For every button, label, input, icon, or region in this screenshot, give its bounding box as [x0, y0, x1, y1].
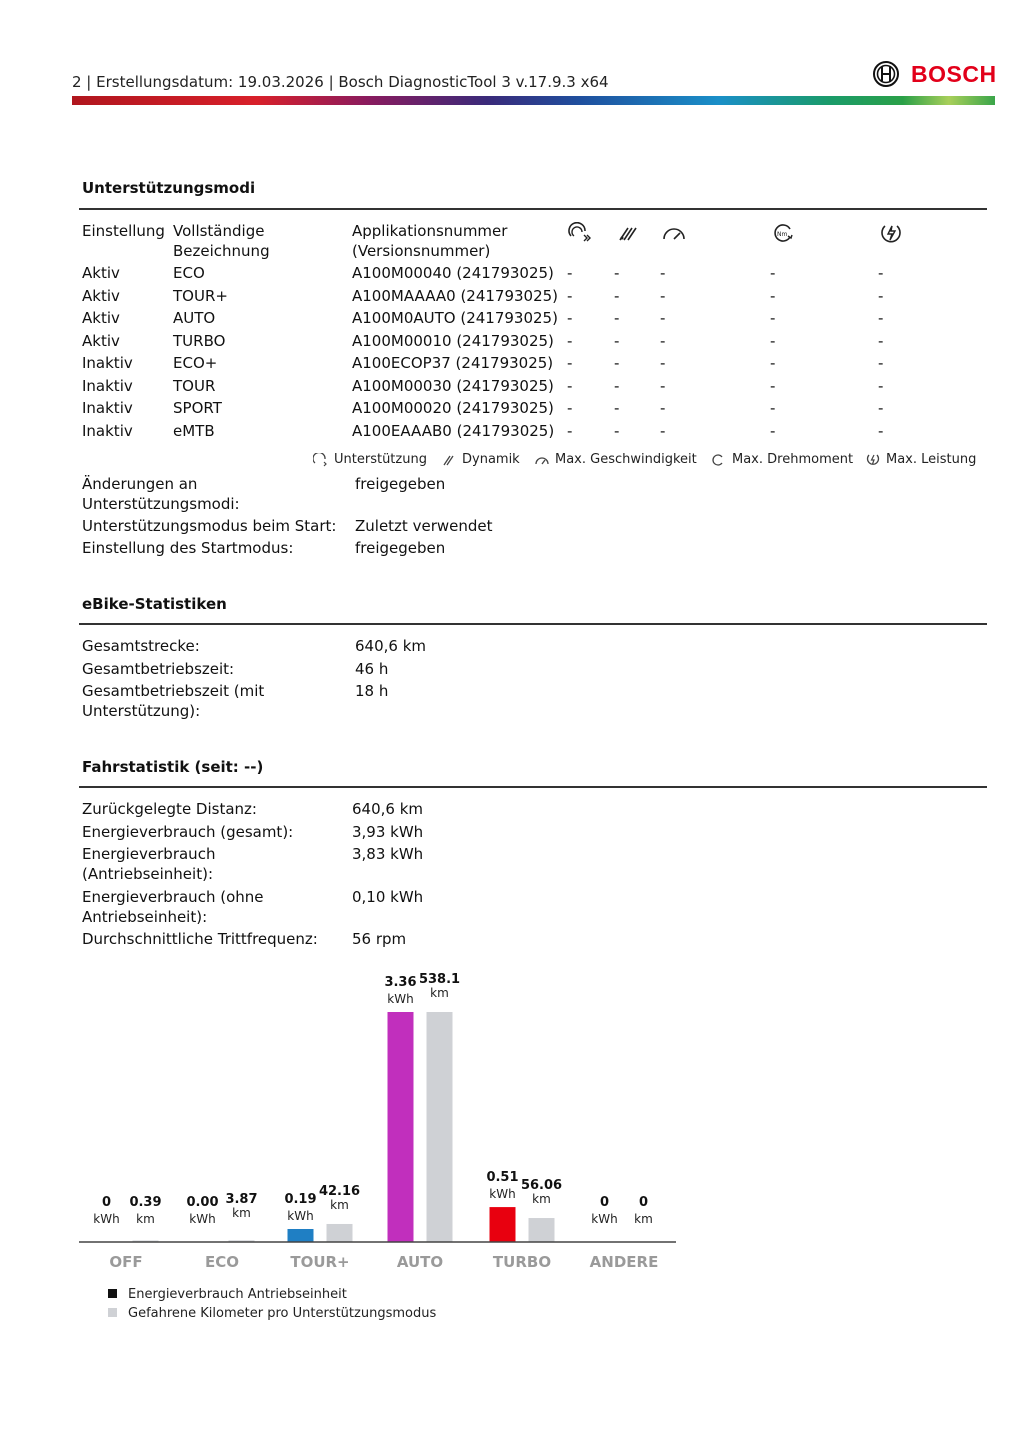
bar-kwh-tourplus [288, 1229, 314, 1242]
bar-kwh-turbo [490, 1207, 516, 1242]
energy-nodrive-label-2: Antriebseinheit): [82, 908, 208, 926]
category-label: ECO [204, 1253, 240, 1271]
row-speed-value: - [660, 354, 666, 372]
data-label-km: 3.87 [225, 1192, 258, 1207]
row-speed-value: - [660, 264, 666, 282]
data-label-kwh-unit: kWh [189, 1212, 216, 1226]
row-dynamic-value: - [614, 376, 620, 395]
data-label-km: 0.39 [129, 1195, 162, 1210]
bar-kwh-auto [388, 1012, 414, 1242]
row-mode-name: ECO+ [173, 354, 218, 372]
energy-drive-value: 3,83 kWh [352, 845, 424, 863]
data-label-kwh-unit: kWh [591, 1212, 618, 1226]
data-label-km-unit: km [634, 1212, 653, 1226]
legend-dynamic-label: Dynamik [462, 452, 520, 467]
assist-icon [568, 222, 594, 244]
row-power-value: - [878, 331, 884, 350]
ride-stats-title: Fahrstatistik (seit: --) [82, 758, 264, 776]
total-time-label: Gesamtbetriebszeit: [82, 660, 235, 678]
row-speed-value: - [660, 399, 666, 417]
row-power-value: - [878, 354, 884, 372]
row-dynamic-value: - [614, 354, 620, 372]
row-torque-value: - [770, 354, 776, 372]
row-setting: Inaktiv [82, 376, 133, 395]
row-assist-value: - [567, 331, 573, 350]
row-torque-value: - [770, 286, 776, 305]
data-label-km: 538.1 [418, 972, 461, 987]
assist-time-label-1: Gesamtbetriebszeit (mit [82, 682, 265, 700]
start-mode-label: Unterstützungsmodus beim Start: [82, 517, 337, 535]
data-label-kwh-unit: kWh [287, 1208, 314, 1223]
row-power-value: - [878, 286, 884, 305]
row-torque-value: - [770, 331, 776, 350]
row-dynamic-value: - [614, 264, 620, 282]
data-label-kwh-unit: kWh [489, 1187, 516, 1202]
row-assist-value: - [567, 354, 573, 372]
row-assist-value: - [567, 309, 573, 327]
legend-speed-icon [534, 454, 550, 466]
bar-km-auto [427, 1012, 453, 1242]
cadence-label: Durchschnittliche Trittfrequenz: [82, 930, 318, 948]
col-header-setting: Einstellung [82, 222, 165, 240]
energy-drive-label-1: Energieverbrauch [82, 845, 216, 863]
legend-power-label: Max. Leistung [886, 452, 977, 467]
data-label-kwh-unit: kWh [387, 992, 414, 1006]
start-setting-label: Einstellung des Startmodus: [82, 539, 294, 557]
energy-total-value: 3,93 kWh [352, 823, 424, 841]
total-time-value: 46 h [355, 660, 389, 678]
changes-label-1: Änderungen an [82, 475, 198, 493]
distance-label: Zurückgelegte Distanz: [82, 800, 257, 818]
row-speed-value: - [660, 331, 666, 350]
row-mode-name: TOUR+ [173, 286, 228, 305]
legend-label-energy: Energieverbrauch Antriebseinheit [128, 1287, 347, 1302]
svg-text:Nm: Nm [777, 231, 788, 238]
changes-label-2: Unterstützungsmodi: [82, 495, 240, 513]
col-header-app-1: Applikationsnummer [352, 222, 508, 240]
data-label-km-unit: km [330, 1197, 349, 1212]
bar-km-turbo [529, 1218, 555, 1242]
bar-km-tourplus [327, 1224, 353, 1242]
row-app-number: A100M00040 (241793025) [352, 264, 554, 282]
data-label-kwh: 0.00 [186, 1195, 219, 1210]
changes-value: freigegeben [355, 475, 446, 493]
col-header-name-1: Vollständige [173, 222, 265, 240]
data-label-km: 56.06 [520, 1178, 563, 1194]
row-mode-name: AUTO [173, 309, 216, 327]
row-mode-name: TURBO [173, 331, 226, 350]
row-setting: Aktiv [82, 286, 120, 305]
row-mode-name: TOUR [173, 376, 216, 395]
page-header-text: 2 | Erstellungsdatum: 19.03.2026 | Bosch DiagnosticTool 3 v.17.9.3 x64 [72, 73, 609, 91]
data-label-km: 42.16 [318, 1183, 361, 1199]
energy-total-label: Energieverbrauch (gesamt): [82, 823, 294, 841]
row-power-value: - [878, 421, 884, 440]
row-app-number: A100M0AUTO (241793025) [352, 309, 558, 327]
energy-nodrive-label-1: Energieverbrauch (ohne [82, 888, 264, 906]
row-assist-value: - [567, 286, 573, 305]
data-label-km: 0 [638, 1195, 649, 1210]
legend-swatch-energy [108, 1289, 117, 1298]
data-label-km-unit: km [232, 1206, 251, 1220]
start-setting-value: freigegeben [355, 539, 446, 557]
data-label-kwh: 0.19 [284, 1191, 317, 1207]
legend-power-icon [866, 452, 880, 467]
energy-nodrive-value: 0,10 kWh [352, 888, 424, 906]
legend-label-km: Gefahrene Kilometer pro Unterstützungsmodus [128, 1306, 437, 1321]
modes-section-title: Unterstützungsmodi [82, 179, 256, 197]
brand-logo-text: BOSCH [911, 61, 997, 87]
cadence-value: 56 rpm [352, 930, 407, 948]
row-mode-name: eMTB [173, 421, 215, 440]
row-setting: Aktiv [82, 264, 120, 282]
bosch-logo-icon [872, 60, 902, 90]
row-speed-value: - [660, 421, 666, 440]
category-label: ANDERE [589, 1253, 659, 1271]
row-app-number: A100M00020 (241793025) [352, 399, 554, 417]
row-dynamic-value: - [614, 331, 620, 350]
distance-value: 640,6 km [352, 800, 424, 818]
row-setting: Aktiv [82, 331, 120, 350]
dynamic-icon [616, 222, 638, 244]
row-app-number: A100MAAAA0 (241793025) [352, 286, 559, 305]
row-dynamic-value: - [614, 286, 620, 305]
energy-drive-label-2: (Antriebseinheit): [82, 865, 213, 883]
header-color-stripe [72, 96, 995, 105]
category-label: OFF [109, 1253, 143, 1271]
col-header-name-2: Bezeichnung [173, 242, 270, 260]
legend-speed-label: Max. Geschwindigkeit [555, 452, 697, 467]
data-label-km-unit: km [430, 986, 449, 1000]
row-assist-value: - [567, 399, 573, 417]
legend-assist-icon [313, 453, 329, 467]
row-dynamic-value: - [614, 399, 620, 417]
total-distance-label: Gesamtstrecke: [82, 637, 200, 655]
legend-torque-label: Max. Drehmoment [732, 452, 854, 467]
total-distance-value: 640,6 km [355, 637, 427, 655]
row-dynamic-value: - [614, 309, 620, 327]
row-torque-value: - [770, 421, 776, 440]
power-icon [879, 221, 903, 245]
data-label-km-unit: km [136, 1212, 155, 1226]
row-assist-value: - [567, 421, 573, 440]
row-app-number: A100M00030 (241793025) [352, 376, 554, 395]
data-label-kwh: 0 [599, 1195, 610, 1210]
row-mode-name: ECO [173, 264, 205, 282]
ebike-stats-rule [79, 623, 987, 625]
speed-icon [661, 224, 687, 242]
col-header-app-2: (Versionsnummer) [352, 242, 491, 260]
row-speed-value: - [660, 286, 666, 305]
row-speed-value: - [660, 309, 666, 327]
row-speed-value: - [660, 376, 666, 395]
legend-assist-label: Unterstützung [334, 452, 427, 467]
row-setting: Aktiv [82, 309, 120, 327]
row-app-number: A100ECOP37 (241793025) [352, 354, 554, 372]
row-torque-value: - [770, 264, 776, 282]
data-label-kwh-unit: kWh [93, 1212, 120, 1226]
data-label-kwh: 0.51 [486, 1170, 519, 1186]
ebike-stats-title: eBike-Statistiken [82, 595, 227, 613]
row-setting: Inaktiv [82, 399, 133, 417]
row-dynamic-value: - [614, 421, 620, 440]
row-app-number: A100EAAAB0 (241793025) [352, 421, 555, 440]
ride-stats-rule [79, 786, 987, 788]
category-label: AUTO [396, 1253, 444, 1271]
category-label: TURBO [492, 1253, 552, 1271]
data-label-kwh: 0 [101, 1195, 112, 1210]
row-torque-value: - [770, 399, 776, 417]
row-app-number: A100M00010 (241793025) [352, 331, 554, 350]
legend-dynamic-icon [442, 453, 456, 467]
legend-swatch-km [108, 1308, 117, 1317]
category-label: TOUR+ [290, 1253, 350, 1271]
row-setting: Inaktiv [82, 354, 133, 372]
mode-usage-bar-chart [0, 950, 720, 1340]
row-setting: Inaktiv [82, 421, 133, 440]
legend-torque-icon [711, 453, 725, 467]
start-mode-value: Zuletzt verwendet [355, 517, 493, 535]
assist-time-value: 18 h [355, 682, 389, 700]
assist-time-label-2: Unterstützung): [82, 702, 201, 720]
row-power-value: - [878, 264, 884, 282]
row-power-value: - [878, 309, 884, 327]
modes-section-rule [79, 208, 987, 210]
row-torque-value: - [770, 376, 776, 395]
data-label-km-unit: km [532, 1192, 551, 1207]
row-assist-value: - [567, 264, 573, 282]
row-power-value: - [878, 376, 884, 395]
row-assist-value: - [567, 376, 573, 395]
data-label-kwh: 3.36 [384, 975, 417, 990]
row-torque-value: - [770, 309, 776, 327]
row-power-value: - [878, 399, 884, 417]
torque-icon [771, 222, 795, 244]
row-mode-name: SPORT [173, 399, 222, 417]
